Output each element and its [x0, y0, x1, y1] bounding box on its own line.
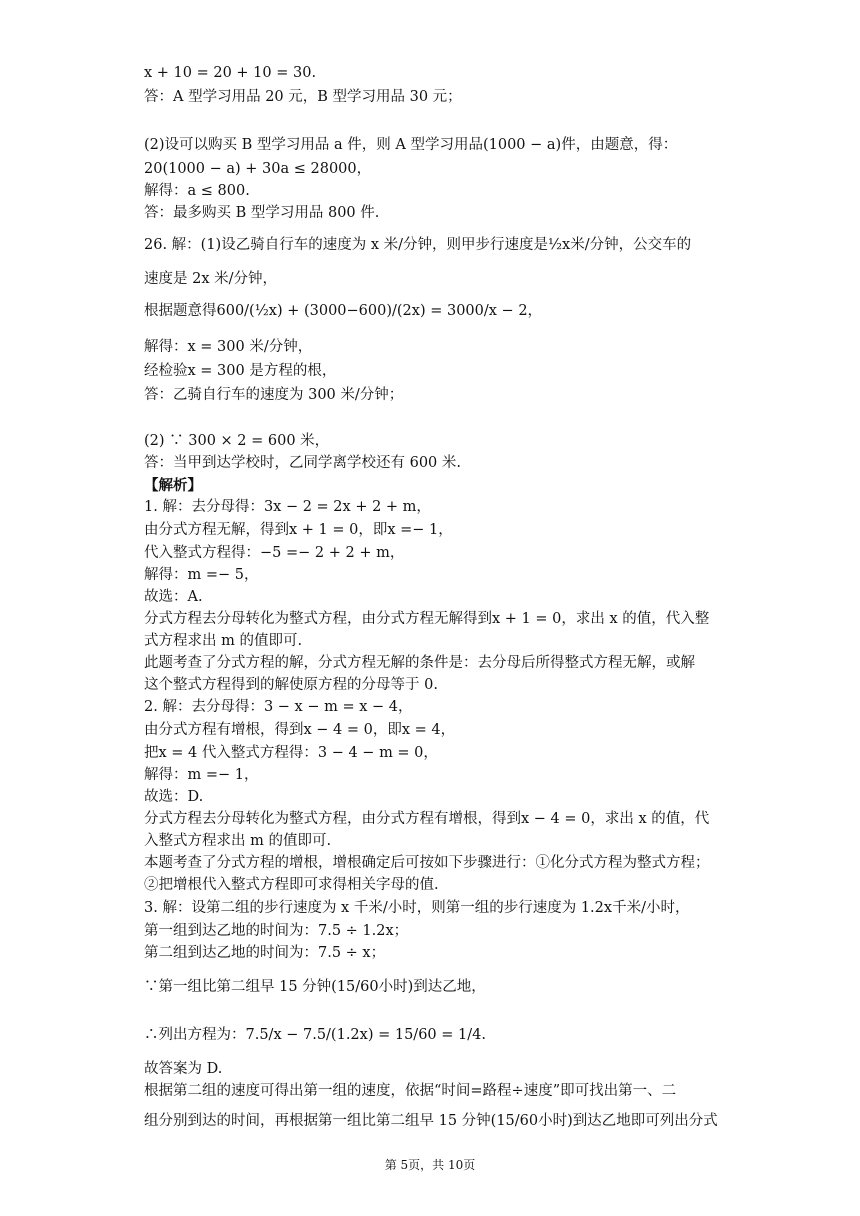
section-heading: 【解析】 — [144, 477, 202, 494]
text-line: 20(1000 − a) + 30a ≤ 28000， — [144, 161, 372, 177]
text-line: (2) ∵ 300 × 2 = 600 米， — [144, 433, 330, 449]
text-line: 故选：A. — [144, 589, 203, 605]
text-line: 解得：x = 300 米/分钟， — [144, 339, 313, 355]
text-line: 26. 解：(1)设乙骑自行车的速度为 x 米/分钟，则甲步行速度是½x米/分钟，公交车的 — [144, 237, 692, 253]
text-line: 2. 解：去分母得：3 − x − m = x − 4， — [144, 699, 413, 715]
text-line: 答：A 型学习用品 20 元，B 型学习用品 30 元； — [144, 89, 462, 105]
text-line: 此题考查了分式方程的解，分式方程无解的条件是：去分母后所得整式方程无解，或解 — [144, 655, 695, 671]
text-line: 由分式方程无解，得到x + 1 = 0，即x =− 1， — [144, 522, 453, 538]
text-line: 1. 解：去分母得：3x − 2 = 2x + 2 + m， — [144, 499, 431, 515]
text-line: 根据第二组的速度可得出第一组的速度，依据“时间=路程÷速度”即可找出第一、二 — [144, 1083, 677, 1099]
text-line: ②把增根代入整式方程即可求得相关字母的值. — [144, 877, 439, 893]
text-line: x + 10 = 20 + 10 = 30. — [144, 65, 317, 81]
text-line: 答：当甲到达学校时，乙同学离学校还有 600 米. — [144, 455, 462, 471]
text-line: 组分别到达的时间，再根据第一组比第二组早 15 分钟(15/60小时)到达乙地即可列出分式 — [144, 1113, 718, 1129]
text-line: 解得：a ≤ 800. — [144, 183, 250, 199]
text-line: 第二组到达乙地的时间为：7.5 ÷ x； — [144, 945, 386, 961]
text-line: 这个整式方程得到的解使原方程的分母等于 0. — [144, 677, 438, 693]
text-line: 解得：m =− 5， — [144, 567, 259, 583]
text-line: 把x = 4 代入整式方程得：3 − 4 − m = 0， — [144, 745, 438, 761]
text-line: (2)设可以购买 B 型学习用品 a 件，则 A 型学习用品(1000 − a)件，由题意，得： — [144, 137, 678, 153]
text-line: 答：最多购买 B 型学习用品 800 件. — [144, 205, 380, 221]
text-line: 故答案为 D. — [144, 1061, 223, 1077]
text-line: 代入整式方程得：−5 =− 2 + 2 + m， — [144, 545, 405, 561]
text-line: 第一组到达乙地的时间为：7.5 ÷ 1.2x； — [144, 923, 409, 939]
text-line: 由分式方程有增根，得到x − 4 = 0，即x = 4， — [144, 722, 456, 738]
text-line: 解得：m =− 1， — [144, 767, 259, 783]
text-line: 经检验x = 300 是方程的根， — [144, 363, 337, 379]
text-line: 分式方程去分母转化为整式方程，由分式方程无解得到x + 1 = 0，求出 x 的值，代入整 — [144, 611, 710, 627]
text-line: 根据题意得600/(½x) + (3000−600)/(2x) = 3000/x − 2， — [144, 303, 543, 319]
page-footer: 第 5页，共 10页 — [384, 1158, 476, 1172]
text-line: 式方程求出 m 的值即可. — [144, 633, 303, 649]
text-line: ∵第一组比第二组早 15 分钟(15/60小时)到达乙地， — [144, 979, 486, 995]
text-line: 答：乙骑自行车的速度为 300 米/分钟； — [144, 387, 404, 403]
text-line: 速度是 2x 米/分钟， — [144, 271, 278, 287]
text-line: 入整式方程求出 m 的值即可. — [144, 833, 332, 849]
text-line: 分式方程去分母转化为整式方程，由分式方程有增根，得到x − 4 = 0，求出 x 的值，代 — [144, 811, 710, 827]
text-line: 3. 解：设第二组的步行速度为 x 千米/小时，则第一组的步行速度为 1.2x千米/小时， — [144, 900, 690, 916]
text-line: 本题考查了分式方程的增根，增根确定后可按如下步骤进行：①化分式方程为整式方程； — [144, 855, 710, 871]
text-line: ∴列出方程为：7.5/x − 7.5/(1.2x) = 15/60 = 1/4. — [144, 1027, 486, 1043]
text-line: 故选：D. — [144, 789, 204, 805]
